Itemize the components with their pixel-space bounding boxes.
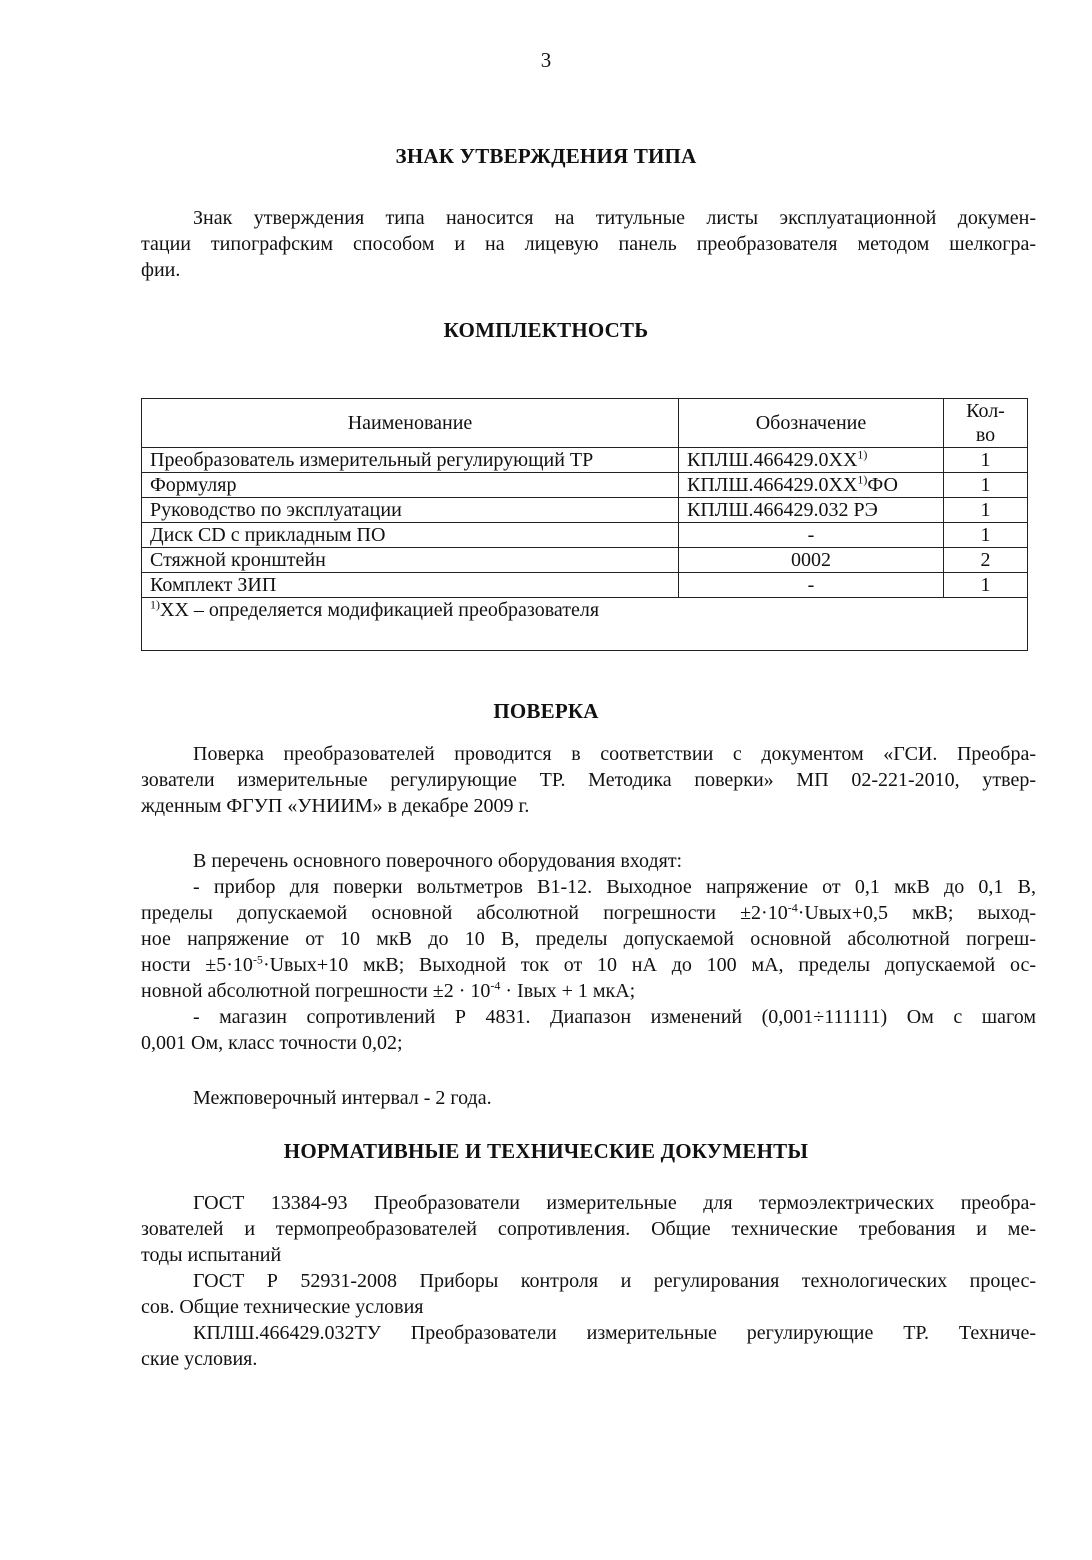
equipment-list bbox=[141, 848, 1036, 1056]
table-footnote bbox=[142, 598, 1028, 651]
code-text: КПЛШ.466429.032 РЭ bbox=[687, 499, 878, 521]
text-line: жденным ФГУП «УНИИМ» в декабре 2009 г. bbox=[141, 795, 530, 817]
row-name: Комплект ЗИП bbox=[142, 573, 679, 598]
text-fragment: ности ±5·10 bbox=[141, 954, 253, 976]
exponent: -4 bbox=[490, 978, 501, 993]
text-line: - магазин сопротивлений Р 4831. Диапазон изменений (0,001÷111111) Ом с шагом bbox=[193, 1006, 1036, 1028]
section-title-approval: ЗНАК УТВЕРЖДЕНИЯ ТИПА bbox=[395, 144, 697, 168]
qty-header-line-2: во bbox=[975, 424, 996, 446]
section-title-kit: КОМПЛЕКТНОСТЬ bbox=[443, 318, 649, 342]
table-row bbox=[142, 548, 1028, 573]
text-line: В перечень основного поверочного оборудования входят: bbox=[193, 850, 683, 872]
text-fragment: ·Uвых+10 мкВ; Выходной ток от 10 нА до 100 мА, пределы допускаемой ос- bbox=[262, 954, 1036, 976]
column-header-qty bbox=[944, 399, 1028, 448]
footnote-mark: 1) bbox=[150, 597, 160, 612]
text-line bbox=[141, 900, 1036, 926]
text-line: Поверка преобразователей проводится в соответствии с документом «ГСИ. Преобра- bbox=[193, 743, 1036, 765]
row-code bbox=[679, 448, 944, 473]
text-line bbox=[141, 978, 1036, 1004]
text-line: зователи измерительные регулирующие ТР. Методика поверки» МП 02-221-2010, утвер- bbox=[141, 769, 1036, 791]
verification-paragraph bbox=[141, 741, 1036, 819]
row-code: 0002 bbox=[679, 548, 944, 573]
row-name: Руководство по эксплуатации bbox=[142, 498, 679, 523]
documents-list bbox=[141, 1190, 1036, 1372]
section-title-documents: НОРМАТИВНЫЕ И ТЕХНИЧЕСКИЕ ДОКУМЕНТЫ bbox=[283, 1139, 809, 1163]
approval-paragraph bbox=[141, 205, 1036, 283]
table-row bbox=[142, 448, 1028, 473]
verification-interval: Межповерочный интервал - 2 года. bbox=[193, 1087, 492, 1109]
page-number: 3 bbox=[540, 48, 552, 72]
table-row bbox=[142, 573, 1028, 598]
row-qty: 1 bbox=[944, 523, 1028, 548]
section-title-verification: ПОВЕРКА bbox=[493, 699, 599, 723]
row-qty: 1 bbox=[944, 448, 1028, 473]
text-line: ное напряжение от 10 мкВ до 10 В, пределы допускаемой основной абсолютной погреш- bbox=[141, 928, 1036, 950]
row-name: Преобразователь измерительный регулирующий ТР bbox=[142, 448, 679, 473]
row-code: - bbox=[679, 523, 944, 548]
kit-table bbox=[141, 398, 1028, 651]
table-row bbox=[142, 523, 1028, 548]
code-footnote-mark: 1) bbox=[857, 472, 868, 487]
text-line: сов. Общие технические условия bbox=[141, 1296, 424, 1318]
text-line: КПЛШ.466429.032ТУ Преобразователи измерительные регулирующие ТР. Техниче- bbox=[193, 1322, 1036, 1344]
row-qty: 1 bbox=[944, 498, 1028, 523]
text-line: фии. bbox=[141, 259, 181, 281]
text-fragment: ·Uвых+0,5 мкВ; выход- bbox=[797, 902, 1036, 924]
footnote-text: ХХ – определяется модификацией преобразователя bbox=[160, 599, 600, 621]
exponent: -4 bbox=[787, 900, 798, 915]
code-footnote-mark: 1) bbox=[857, 447, 868, 462]
text-fragment: · Iвых + 1 мкА; bbox=[500, 980, 636, 1002]
text-line: Знак утверждения типа наносится на титульные листы эксплуатационной докумен- bbox=[193, 207, 1036, 229]
table-footnote-row bbox=[142, 598, 1028, 651]
table-row bbox=[142, 498, 1028, 523]
text-line: ские условия. bbox=[141, 1348, 258, 1370]
text-line: 0,001 Ом, класс точности 0,02; bbox=[141, 1032, 403, 1054]
text-line: тоды испытаний bbox=[141, 1244, 282, 1266]
row-qty: 1 bbox=[944, 473, 1028, 498]
row-qty: 1 bbox=[944, 573, 1028, 598]
text-line bbox=[141, 952, 1036, 978]
table-row bbox=[142, 473, 1028, 498]
row-name: Стяжной кронштейн bbox=[142, 548, 679, 573]
row-code: - bbox=[679, 573, 944, 598]
code-text: КПЛШ.466429.0XX bbox=[687, 474, 858, 496]
text-line: тации типографским способом и на лицевую панель преобразователя методом шелкогра- bbox=[141, 233, 1036, 255]
text-fragment: пределы допускаемой основной абсолютной погрешности ±2·10 bbox=[141, 902, 788, 924]
column-header-name: Наименование bbox=[142, 399, 679, 448]
column-header-code: Обозначение bbox=[679, 399, 944, 448]
row-code bbox=[679, 498, 944, 523]
row-code bbox=[679, 473, 944, 498]
code-suffix: ФО bbox=[867, 474, 898, 496]
code-text: КПЛШ.466429.0XX bbox=[687, 449, 858, 471]
qty-header-line-1: Кол- bbox=[966, 400, 1005, 422]
row-qty: 2 bbox=[944, 548, 1028, 573]
text-fragment: новной абсолютной погрешности ±2 · 10 bbox=[141, 980, 491, 1002]
table-header-row bbox=[142, 399, 1028, 448]
text-line: ГОСТ 13384-93 Преобразователи измерительные для термоэлектрических преобра- bbox=[193, 1192, 1036, 1214]
row-name: Формуляр bbox=[142, 473, 679, 498]
row-name: Диск CD с прикладным ПО bbox=[142, 523, 679, 548]
exponent: -5 bbox=[252, 952, 263, 967]
text-line: зователей и термопреобразователей сопротивления. Общие технические требования и ме- bbox=[141, 1218, 1036, 1240]
text-line: - прибор для поверки вольтметров В1-12. Выходное напряжение от 0,1 мкВ до 0,1 В, bbox=[193, 876, 1036, 898]
text-line: ГОСТ Р 52931-2008 Приборы контроля и регулирования технологических процес- bbox=[193, 1270, 1036, 1292]
